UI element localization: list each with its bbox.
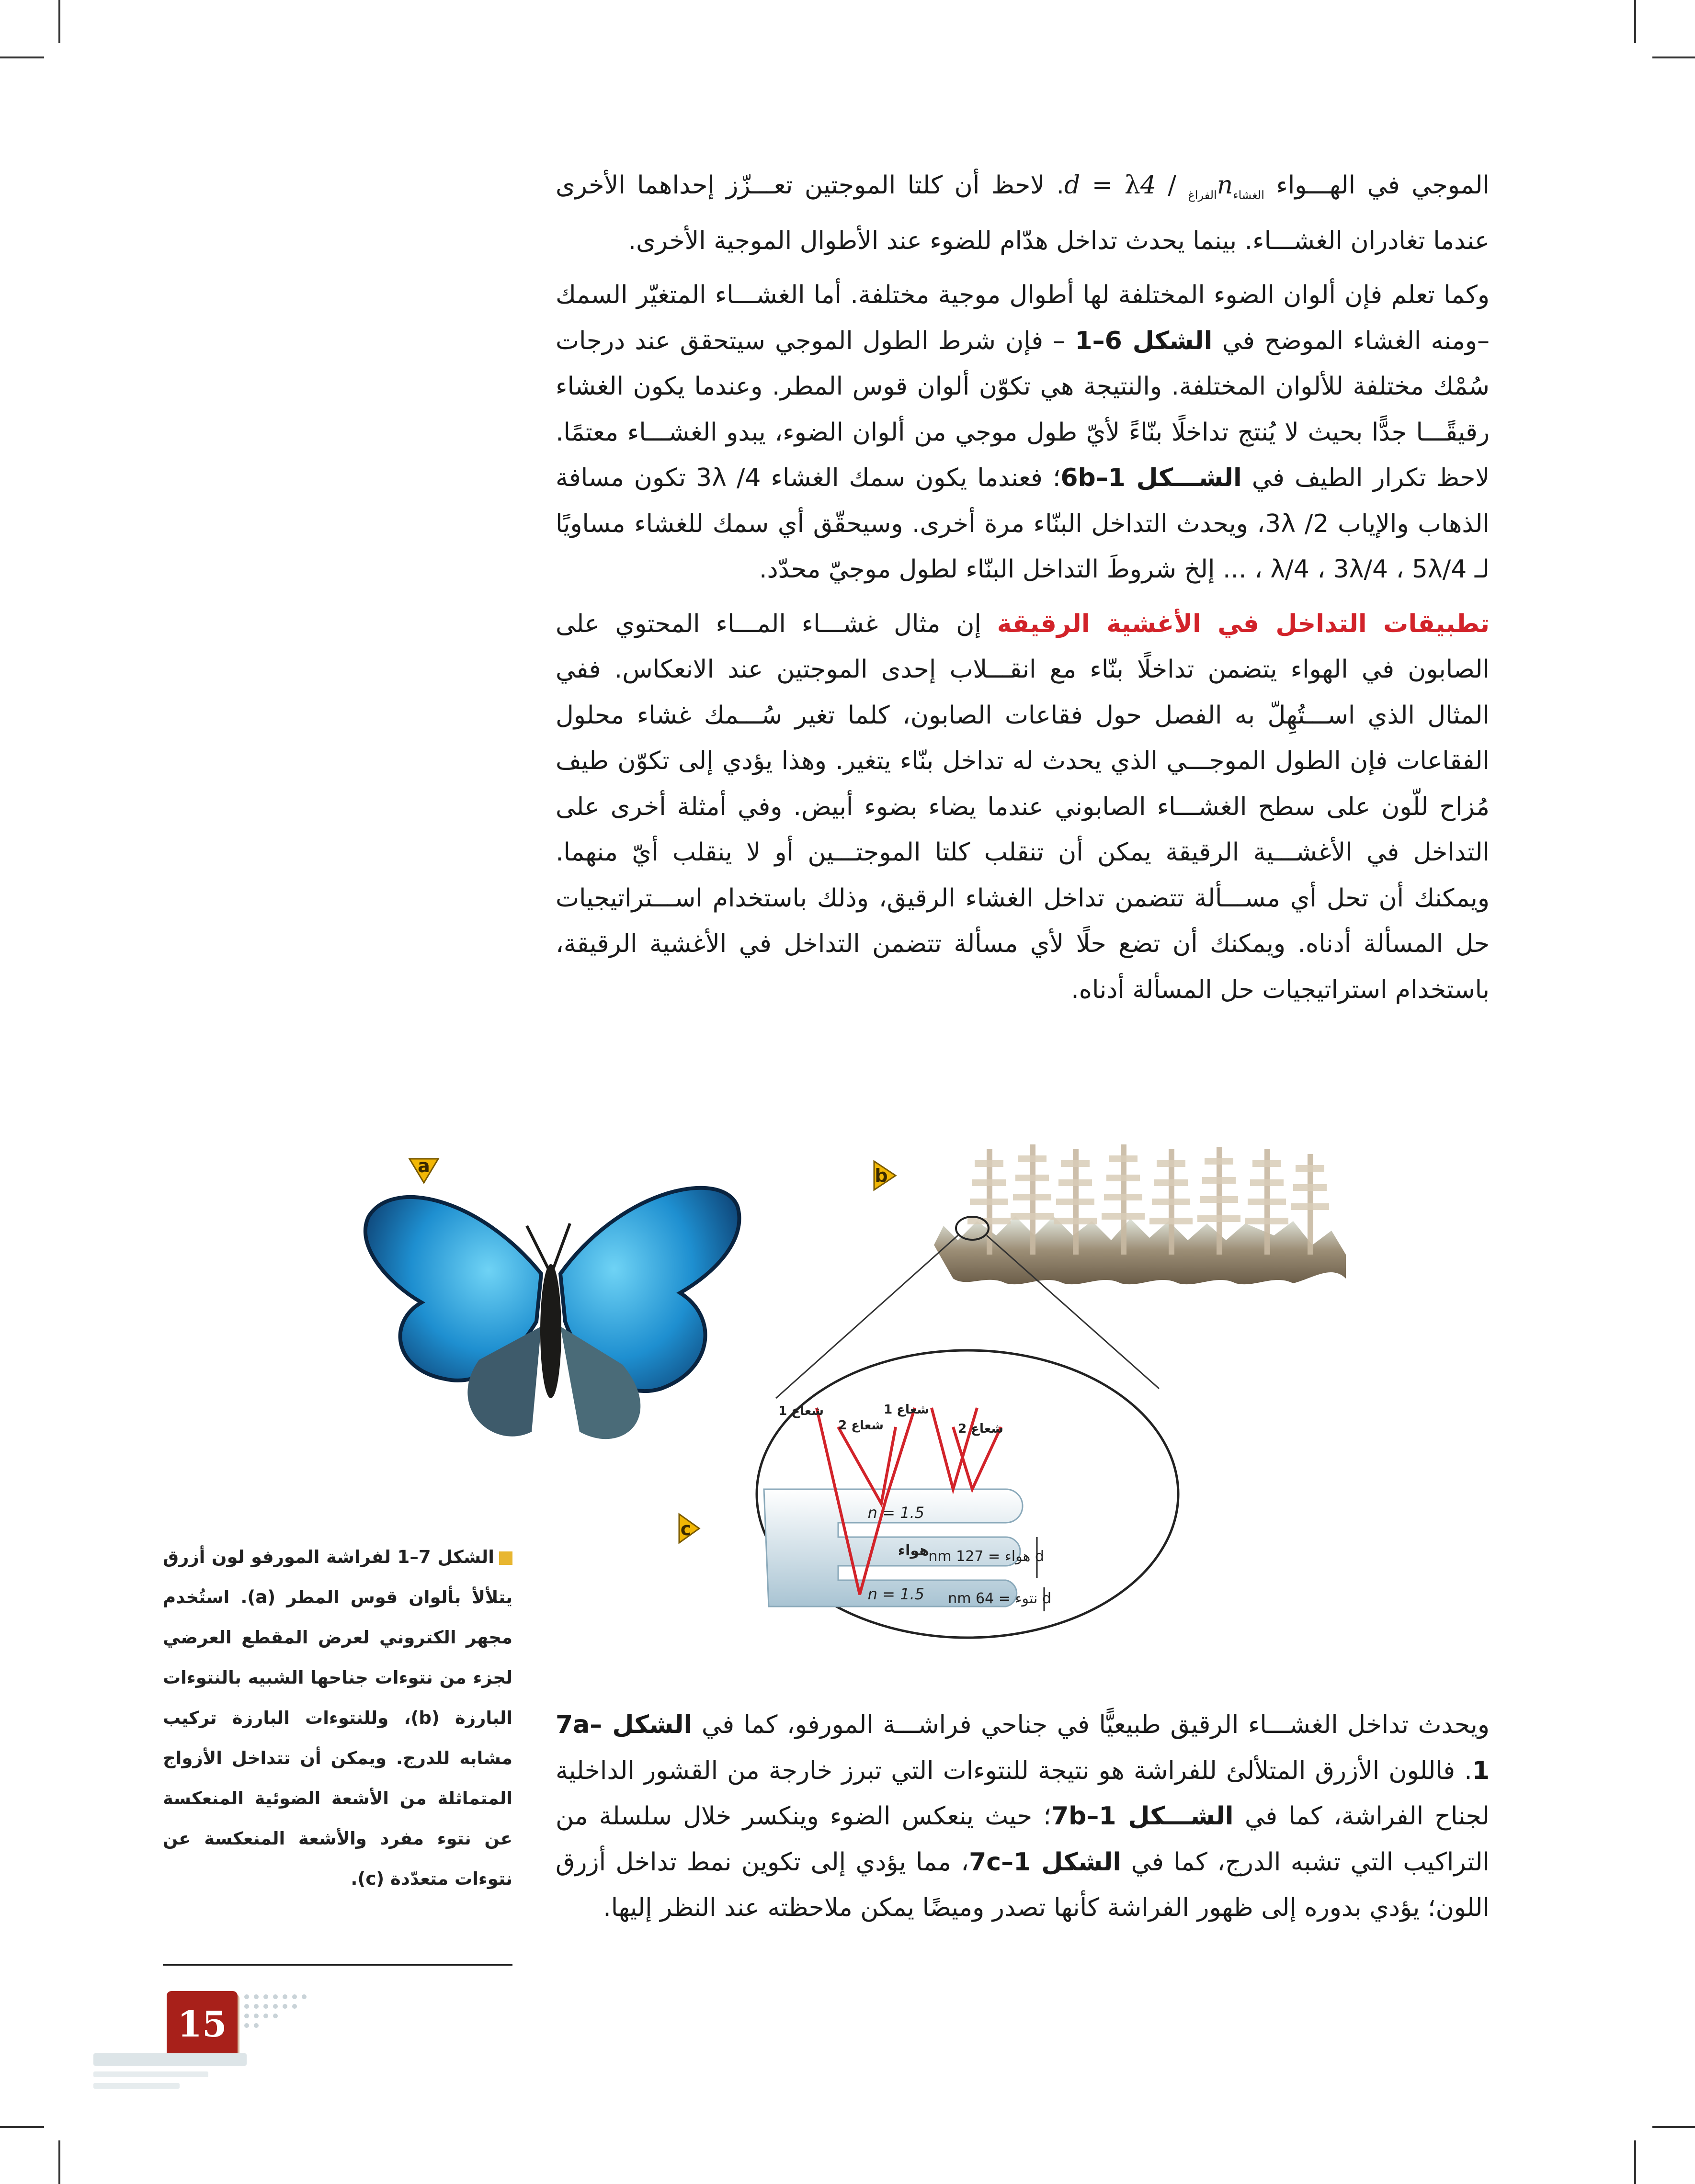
paragraph-3: تطبيقات التداخل في الأغشية الرقيقة إن مثال غشـــاء المـــاء المحتوي على الصابون في الهواء يتضمن تداخلًا بنّاء مع انقـــلاب إحدى الموجتين عند الانعكاس. ففي المثال الذي اســـتُهِلّ به الفصل حول فقاعات الصابون، كلما تغير سُـــمك غشاء محلول الفقاعات فإن الطول الموجـــي الذي يحدث له تداخل بنّاء يتغير. وهذا يؤدي إلى تكوّن طيف مُزاح للّون على سطح الغشـــاء الصابوني عندما يضاء بضوء أبيض. وفي أمثلة أخرى على التداخل في الأغشـــية الرقيقة يمكن أن تنقلب كلتا الموجتـــين أو لا ينقلب أيّ منهما. ويمكنك أن تحل أي مســـألة تتضمن تداخل الغشاء الرقيق، وذلك باستخدام اســـتراتيجيات حل المسألة أدناه. ويمكنك أن تضع حلًا لأي مسألة تتضمن التداخل في الأغشية الرقيقة، باستخدام استراتيجيات حل المسألة أدناه.	[556, 609, 1490, 1004]
main-text-top	[556, 163, 1490, 1021]
paragraph-text: . لاحظ أن كلتا الموجتين تعـــزّز إحداهما الأخرى	[556, 171, 1064, 200]
paragraph-4: ويحدث تداخل الغشـــاء الرقيق طبيعيًّا في جناحي فراشـــة المورفو، كما في الشكل 7a–1. فاللون الأزرق المتلألئ للفراشة هو نتيجة للنتوءات التي تبرز خارجة من القشور الداخلية لجناح الفراشة، كما في الشـــكل 7b–1؛ حيث ينعكس الضوء وينكسر خلال سلسلة من التراكيب التي تشبه الدرج، كما في الشكل 7c–1، مما يؤدي إلى تكوين نمط تداخل أزرق اللون؛ يؤدي بدوره إلى ظهور الفراشة كأنها تصدر وميضًا يمكن ملاحظته عند النظر إليها.	[556, 1710, 1490, 1922]
badge-b-label: b	[875, 1165, 888, 1186]
caption-rule	[163, 1964, 512, 1966]
ray-1-label: شعاع 1	[884, 1403, 929, 1417]
page-number: 15	[167, 1991, 238, 2058]
caption-text: لفراشة المورفو لون أزرق يتلألأ بألوان قوس المطر (a). استُخدم مجهر الكتروني لعرض المقطع العرضي لجزء من نتوءات جناحها الشبيه بالنتوءات البارزة (b)، وللنتوءات البارزة تركيب مشابه للدرج. ويمكن أن تتداخل الأزواج المتماثلة من الأشعة الضوئية المنعكسة عن نتوء مفرد والأشعة المنعكسة عن نتوءات متعدّدة (c).	[163, 1547, 512, 1889]
badge-c	[679, 1514, 699, 1543]
section-heading: تطبيقات التداخل في الأغشية الرقيقة	[997, 609, 1490, 638]
air-label: هواء	[898, 1542, 929, 1559]
ministry-logo	[89, 2049, 251, 2118]
crop-mark	[1652, 57, 1695, 58]
ray-1-label: شعاع 1	[778, 1404, 824, 1418]
butterfly-image	[365, 1188, 739, 1439]
figure-ref[interactable]: الشكل 7a–1	[556, 1710, 1490, 1785]
ridge-cross-section-diagram	[757, 1350, 1178, 1638]
crop-mark	[58, 2140, 60, 2184]
main-text-bottom	[556, 1702, 1490, 1940]
badge-a-label: a	[418, 1155, 430, 1177]
wing-scale-microscope-image	[934, 1144, 1346, 1284]
figure-ref[interactable]: الشـــكل 6b–1	[1060, 464, 1242, 493]
caption-marker-icon	[499, 1551, 512, 1565]
badge-c-label: c	[680, 1518, 692, 1539]
index-label-top: n = 1.5	[867, 1504, 924, 1522]
ray-2-label: شعاع 2	[958, 1422, 1003, 1436]
thin-film-formula: d = λ $_{الفراغ} / 4n_{الغشاء}$	[1064, 171, 1264, 202]
crop-mark	[1634, 2140, 1636, 2184]
ridge-thickness-label: d نتوء = 64 nm	[948, 1590, 1051, 1607]
index-label-bottom: n = 1.5	[867, 1585, 924, 1603]
figure-caption	[163, 1537, 512, 1899]
paragraph-text: عندما تغادران الغشـــاء. بينما يحدث تداخل هدّام للضوء عند الأطوال الموجية الأخرى.	[628, 226, 1490, 255]
crop-mark	[1634, 0, 1636, 43]
dot-pattern	[242, 1987, 314, 2030]
badge-a	[410, 1155, 438, 1183]
paragraph-text: الموجي في الهـــواء	[1264, 171, 1490, 200]
crop-mark	[0, 2126, 44, 2128]
figure-ref[interactable]: الشكل 7c–1	[969, 1847, 1122, 1877]
crop-mark	[1652, 2126, 1695, 2128]
crop-mark	[0, 57, 44, 58]
figure-ref[interactable]: الشـــكل 7b–1	[1051, 1802, 1234, 1831]
paragraph-2: وكما تعلم فإن ألوان الضوء المختلفة لها أطوال موجية مختلفة. أما الغشـــاء المتغيّر السمك –ومنه الغشاء الموضح في الشكل 6–1 – فإن شرط الطول الموجي سيتحقق عند درجات سُمْك مختلفة للألوان المختلفة. والنتيجة هي تكوّن ألوان قوس المطر. وعندما يكون الغشاء رقيقًـــا جدًّا بحيث لا يُنتج تداخلًا بنّاءً لأيّ طول موجي من ألوان الضوء، يبدو الغشـــاء معتمًا. لاحظ تكرار الطيف في الشـــكل 6b–1؛ فعندما يكون سمك الغشاء 3λ /4 تكون مسافة الذهاب والإياب 3λ /2، ويحدث التداخل البنّاء مرة أخرى. وسيحقّق أي سمك للغشاء مساويًا لـ λ/4 ، 3λ/4 ، 5λ/4 ، ... إلخ شروطَ التداخل البنّاء لطول موجيّ محدّد.	[556, 281, 1490, 584]
air-gap-label: d هواء = 127 nm	[928, 1548, 1044, 1565]
badge-b	[874, 1161, 896, 1190]
ray-2-label: شعاع 2	[838, 1418, 884, 1433]
paragraph-1	[556, 163, 1490, 264]
caption-figure-label: الشكل 7–1	[397, 1547, 494, 1567]
figure-ref[interactable]: الشكل 6–1	[1075, 326, 1213, 355]
crop-mark	[58, 0, 60, 43]
